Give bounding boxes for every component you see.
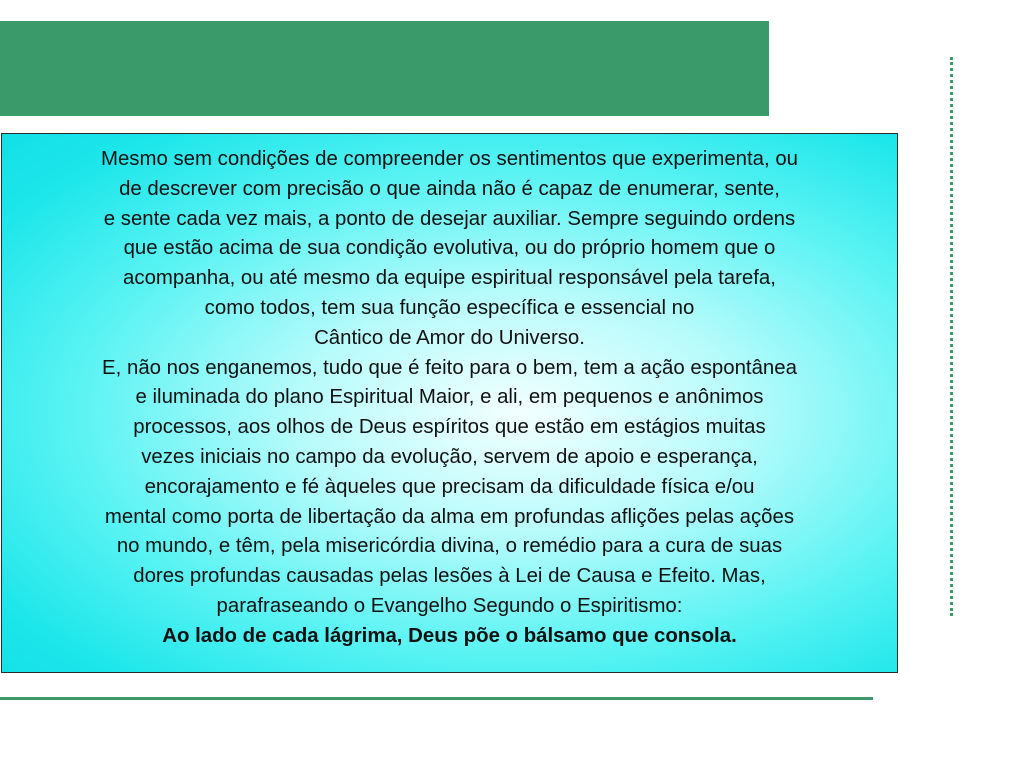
dotted-divider — [950, 57, 953, 616]
bottom-divider — [0, 697, 873, 700]
quote-text-box — [1, 133, 898, 673]
text-line: e iluminada do plano Espiritual Maior, e ali, em pequenos e anônimos — [135, 386, 764, 409]
text-line: E, não nos enganemos, tudo que é feito para o bem, tem a ação espontânea — [102, 356, 797, 379]
text-line: parafraseando o Evangelho Segundo o Espiritismo: — [216, 594, 683, 617]
text-line: que estão acima de sua condição evolutiva, ou do próprio homem que o — [123, 237, 776, 260]
text-line: processos, aos olhos de Deus espíritos que estão em estágios muitas — [133, 416, 766, 439]
text-line: mental como porta de libertação da alma em profundas aflições pelas ações — [104, 505, 795, 528]
text-line: no mundo, e têm, pela misericórdia divina, o remédio para a cura de suas — [116, 535, 783, 558]
text-line: acompanha, ou até mesmo da equipe espiritual responsável pela tarefa, — [123, 267, 776, 290]
text-line: Mesmo sem condições de compreender os sentimentos que experimenta, ou — [100, 148, 799, 170]
text-line: encorajamento e fé àqueles que precisam da dificuldade física e/ou — [144, 475, 755, 498]
closing-quote: Ao lado de cada lágrima, Deus põe o bálsamo que consola. — [162, 624, 737, 647]
text-line: Cântico de Amor do Universo. — [314, 326, 585, 349]
text-line: dores profundas causadas pelas lesões à Lei de Causa e Efeito. Mas, — [133, 565, 766, 588]
text-line: e sente cada vez mais, a ponto de desejar auxiliar. Sempre seguindo ordens — [103, 207, 796, 230]
text-line: de descrever com precisão o que ainda não é capaz de enumerar, sente, — [119, 177, 780, 200]
text-line: vezes iniciais no campo da evolução, servem de apoio e esperança, — [141, 445, 758, 468]
title-banner — [0, 21, 769, 116]
text-line: como todos, tem sua função específica e essencial no — [204, 296, 695, 319]
